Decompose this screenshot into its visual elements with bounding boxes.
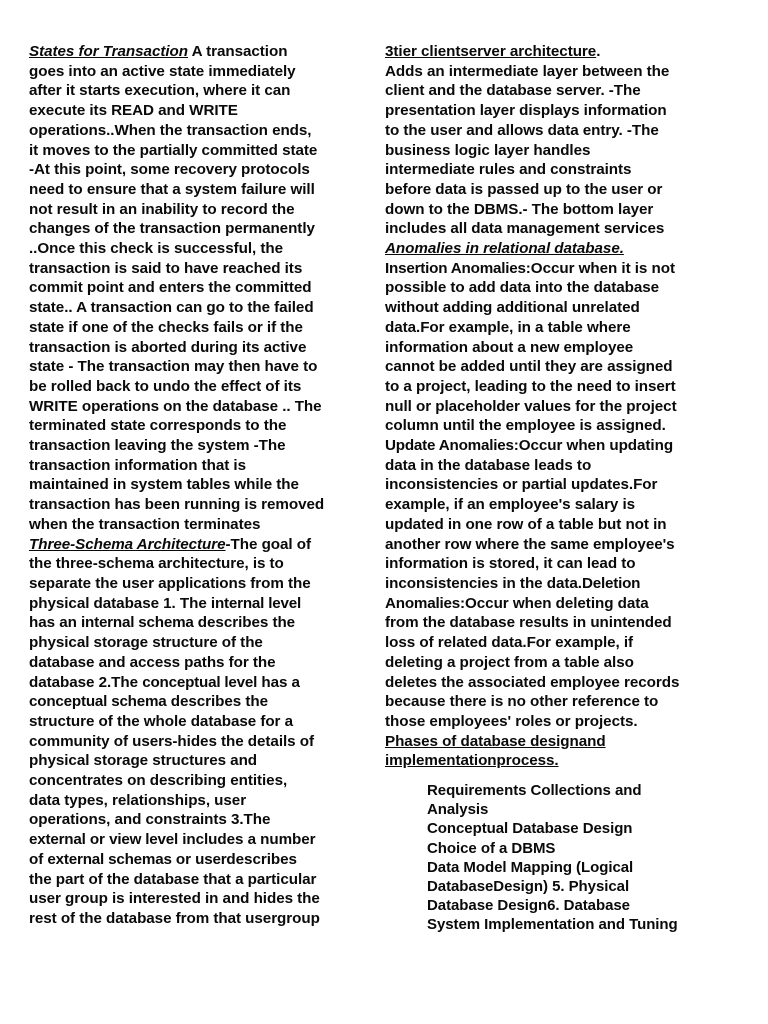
- text-line: operations, and constraints 3.The: [29, 811, 271, 829]
- text-line: state.. A transaction can go to the failed: [29, 299, 314, 317]
- list-item: Conceptual Database Design: [427, 820, 633, 838]
- tier-heading: 3tier clientserver architecture: [385, 43, 597, 60]
- text-run: A transaction: [187, 43, 288, 60]
- text-line: [29, 535, 361, 555]
- text-run: database 2.The: [29, 673, 143, 691]
- text-line: presentation layer displays information: [385, 102, 667, 120]
- text-line: [385, 42, 720, 62]
- term-view-level: view level: [109, 831, 179, 849]
- text-run: :Occur when deleting data: [460, 594, 649, 612]
- term-update-anomalies: Update Anomalies: [385, 437, 514, 455]
- text-line: another row where the same employee's: [385, 535, 675, 553]
- list-item: Analysis: [427, 801, 489, 819]
- text-line: [385, 732, 720, 752]
- text-line: commit point and enters the committed: [29, 279, 312, 297]
- text-line: [385, 436, 720, 456]
- right-column: [385, 42, 720, 935]
- text-line: the part of the database that a particular: [29, 870, 317, 888]
- text-run: has a: [257, 673, 300, 691]
- text-line: loss of related data.For example, if: [385, 634, 634, 652]
- text-line: it moves to the partially committed state: [29, 141, 318, 159]
- list-item: System Implementation and Tuning: [427, 916, 678, 934]
- text-line: need to ensure that a system failure will: [29, 180, 315, 198]
- text-line: data.For example, in a table where: [385, 318, 631, 336]
- text-line: [29, 850, 361, 870]
- text-line: information about a new employee: [385, 338, 634, 356]
- text-line: transaction is said to have reached its: [29, 259, 303, 277]
- phases-heading: Phases of database designand: [385, 732, 606, 750]
- text-line: structure of the whole database for a: [29, 712, 293, 730]
- text-line: physical storage structure of the: [29, 634, 263, 652]
- text-line: changes of the transaction permanently: [29, 220, 315, 238]
- text-line: [29, 692, 361, 712]
- left-column: [29, 42, 361, 929]
- text-line: deleting a project from a table also: [385, 653, 634, 671]
- term-external-schemas: external schemas: [47, 850, 172, 868]
- text-line: database and access paths for the: [29, 653, 276, 671]
- text-line: data types, relationships, user: [29, 791, 247, 809]
- text-line: possible to add data into the database: [385, 279, 660, 297]
- text-line: those employees' roles or projects.: [385, 712, 638, 730]
- text-line: separate the user applications from the: [29, 574, 311, 592]
- text-line: Adds an intermediate layer between the: [385, 62, 670, 80]
- text-line: from the database results in unintended: [385, 614, 672, 632]
- term-insertion-anomalies: Insertion Anomalies: [385, 259, 526, 277]
- text-line: terminated state corresponds to the: [29, 417, 287, 435]
- list-item: Choice of a DBMS: [427, 839, 556, 857]
- text-line: down to the DBMS.- The bottom layer: [385, 200, 654, 218]
- text-line: transaction has been running is removed: [29, 496, 325, 514]
- text-line: because there is no other reference to: [385, 693, 659, 711]
- anomalies-heading: Anomalies in relational database.: [385, 240, 624, 258]
- term-internal-schema: internal schema: [80, 614, 194, 632]
- text-run: describes: [226, 850, 297, 868]
- text-line: to a project, leading to the need to insert: [385, 377, 676, 395]
- term-internal-level: internal level: [210, 594, 301, 612]
- text-line: information is stored, it can lead to: [385, 555, 636, 573]
- term-anomalies: Anomalies: [385, 594, 461, 612]
- text-line: inconsistencies or partial updates.For: [385, 476, 658, 494]
- text-line: -At this point, some recovery protocols: [29, 161, 310, 179]
- text-run: has an: [29, 614, 81, 632]
- text-line: [385, 594, 720, 614]
- term-conceptual-level: conceptual level: [142, 673, 258, 691]
- text-line: maintained in system tables while the: [29, 476, 299, 494]
- text-line: be rolled back to undo the effect of its: [29, 377, 302, 395]
- text-line: [29, 830, 361, 850]
- text-line: not result in an inability to record the: [29, 200, 295, 218]
- text-line: cannot be added until they are assigned: [385, 358, 673, 376]
- phases-heading-cont: implementationprocess.: [385, 752, 559, 770]
- text-run: or: [85, 831, 110, 849]
- text-line: intermediate rules and constraints: [385, 161, 632, 179]
- term-deletion: Deletion: [581, 574, 641, 592]
- text-line: data in the database leads to: [385, 456, 592, 474]
- list-item: Data Model Mapping (Logical: [427, 858, 634, 876]
- text-line: [29, 673, 361, 693]
- text-line: business logic layer handles: [385, 141, 591, 159]
- text-line: [385, 239, 720, 259]
- text-line: after it starts execution, where it can: [29, 82, 291, 100]
- phases-list: [427, 781, 720, 935]
- text-line: concentrates on describing entities,: [29, 772, 288, 790]
- text-line: [29, 42, 361, 62]
- text-line: operations..When the transaction ends,: [29, 121, 312, 139]
- text-line: [385, 751, 720, 771]
- text-run: physical database 1. The: [29, 594, 211, 612]
- text-line: WRITE operations on the database .. The: [29, 397, 322, 415]
- text-line: when the transaction terminates: [29, 515, 261, 533]
- text-line: example, if an employee's salary is: [385, 496, 636, 514]
- text-run: of: [29, 850, 48, 868]
- text-line: column until the employee is assigned.: [385, 417, 666, 435]
- text-run: .: [596, 43, 601, 60]
- text-line: transaction leaving the system -The: [29, 437, 286, 455]
- text-line: [385, 574, 720, 594]
- text-line: state if one of the checks fails or if the: [29, 318, 303, 336]
- text-line: null or placeholder values for the project: [385, 397, 677, 415]
- term-external: external: [29, 831, 86, 849]
- text-run: inconsistencies in the data.: [385, 574, 582, 592]
- states-heading: States for Transaction: [29, 43, 188, 60]
- text-run: includes a number: [178, 831, 316, 849]
- text-run: describes the: [193, 614, 296, 632]
- schema-heading: Three-Schema Architecture: [29, 535, 226, 553]
- list-item: Database Design6. Database: [427, 897, 630, 915]
- list-item: DatabaseDesign) 5. Physical: [427, 878, 630, 896]
- text-line: rest of the database from that usergroup: [29, 909, 320, 927]
- text-line: before data is passed up to the user or: [385, 180, 663, 198]
- text-run: :Occur when it is not: [525, 259, 675, 277]
- text-line: ..Once this check is successful, the: [29, 240, 283, 258]
- text-line: client and the database server. -The: [385, 82, 641, 100]
- term-user: user: [195, 850, 227, 868]
- text-line: [29, 594, 361, 614]
- text-line: deletes the associated employee records: [385, 673, 680, 691]
- text-line: execute its READ and WRITE: [29, 102, 238, 120]
- term-conceptual-schema: conceptual schema: [29, 693, 167, 711]
- text-line: updated in one row of a table but not in: [385, 515, 667, 533]
- text-line: goes into an active state immediately: [29, 62, 296, 80]
- text-line: state - The transaction may then have to: [29, 358, 318, 376]
- text-line: includes all data management services: [385, 220, 665, 238]
- text-line: [29, 613, 361, 633]
- text-line: without adding additional unrelated: [385, 299, 640, 317]
- text-line: to the user and allows data entry. -The: [385, 121, 659, 139]
- text-run: -The goal of: [225, 535, 311, 553]
- text-run: or: [171, 850, 196, 868]
- text-run: :Occur when updating: [513, 437, 674, 455]
- text-line: community of users-hides the details of: [29, 732, 314, 750]
- text-line: [385, 259, 720, 279]
- text-line: transaction information that is: [29, 456, 247, 474]
- text-line: the three-schema architecture, is to: [29, 555, 284, 573]
- text-line: transaction is aborted during its active: [29, 338, 307, 356]
- text-run: describes the: [166, 693, 269, 711]
- list-item: Requirements Collections and: [427, 782, 642, 800]
- text-line: physical storage structures and: [29, 752, 258, 770]
- text-line: user group is interested in and hides the: [29, 890, 320, 908]
